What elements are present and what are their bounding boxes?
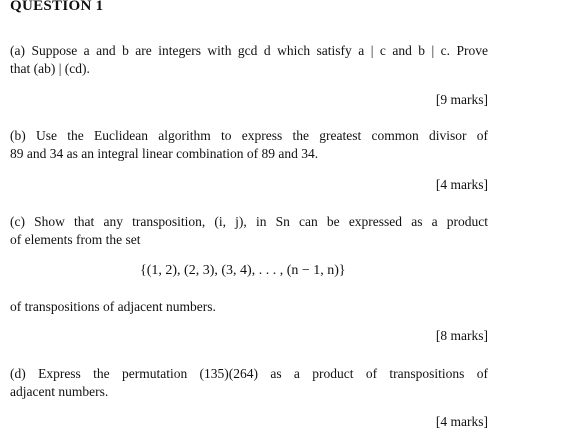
part-d-marks: [4 marks]: [435, 414, 488, 429]
part-a-line-1: (a) Suppose a and b are integers with gcd d which satisfy a | c and b | c. Prove: [10, 43, 488, 58]
part-b-line-1: (b) Use the Euclidean algorithm to express the greatest common divisor of: [10, 128, 488, 143]
part-c-line-2: of elements from the set: [10, 232, 141, 247]
part-a-line-2: that (ab) | (cd).: [10, 61, 90, 76]
part-c-set-display: {(1, 2), (2, 3), (3, 4), . . . , (n − 1, n)}: [140, 263, 346, 278]
part-c-continued: [10, 298, 488, 316]
part-c-line-1: (c) Show that any transposition, (i, j), in Sn can be expressed as a product: [10, 214, 488, 229]
part-d: [10, 365, 488, 401]
part-b-marks: [4 marks]: [435, 177, 488, 192]
part-d-line-1: (d) Express the permutation (135)(264) as a product of transpositions of: [10, 366, 488, 381]
question-title: QUESTION 1: [10, 0, 104, 14]
part-c-line-3: of transpositions of adjacent numbers.: [10, 299, 216, 314]
part-d-line-2: adjacent numbers.: [10, 384, 109, 399]
part-c-marks: [8 marks]: [435, 328, 488, 343]
part-b-line-2: 89 and 34 as an integral linear combination of 89 and 34.: [10, 146, 319, 161]
part-a: [10, 42, 488, 78]
part-a-marks: [9 marks]: [435, 92, 488, 107]
part-b: [10, 127, 488, 163]
part-c: [10, 213, 488, 249]
